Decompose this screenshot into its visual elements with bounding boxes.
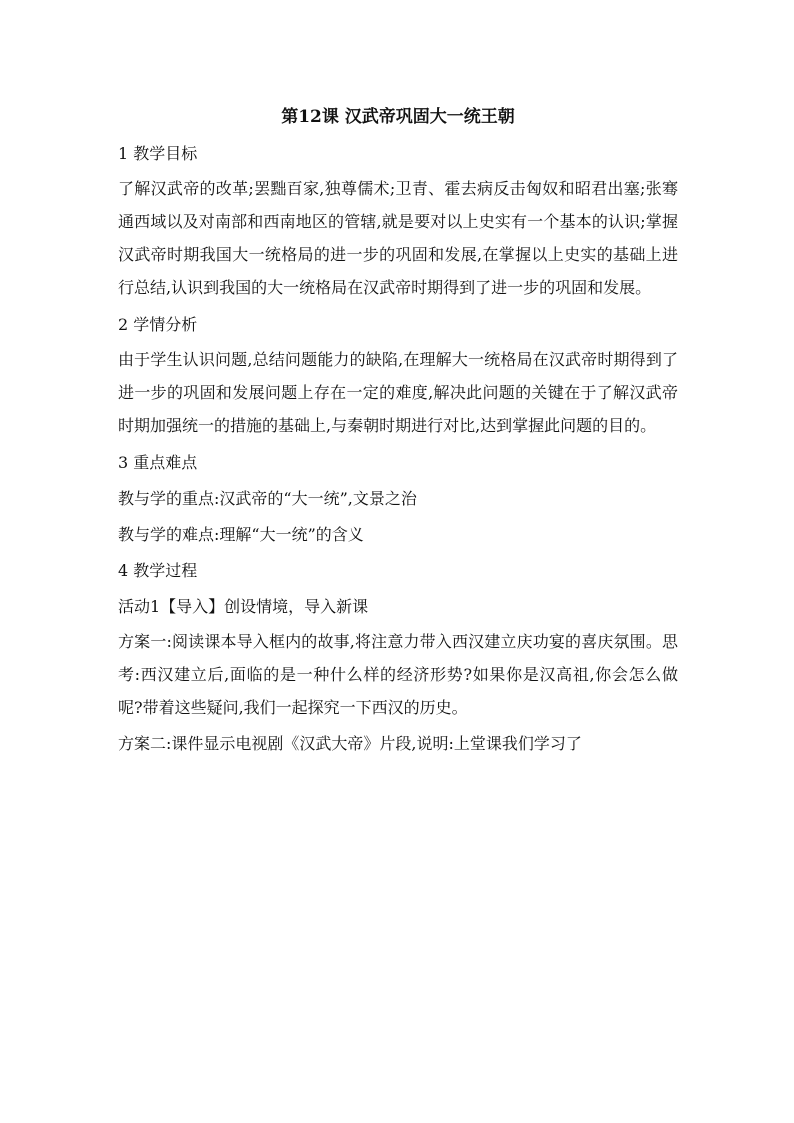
document-page xyxy=(118,102,678,763)
section-heading: 1 教学目标 xyxy=(118,144,198,163)
section-learner-analysis xyxy=(118,307,678,442)
key-point-line: 教与学的重点:汉武帝的“大一统”,文景之治 xyxy=(118,489,417,508)
document-title: 第12课 汉武帝巩固大一统王朝 xyxy=(281,107,515,127)
paragraph: 方案一:阅读课本导入框内的故事,将注意力带入西汉建立庆功宴的喜庆氛围。思考:西汉建立后,面临的是一种什么样的经济形势?如果你是汉高祖,你会怎么做呢?带着这些疑问,我们一起探究一下西汉的历史。 xyxy=(118,632,678,717)
difficult-point-line: 教与学的难点:理解“大一统”的含义 xyxy=(118,525,364,544)
paragraph: 了解汉武帝的改革;罢黜百家,独尊儒术;卫青、霍去病反击匈奴和昭君出塞;张骞通西域以及对南部和西南地区的管辖,就是要对以上史实有一个基本的认识;掌握汉武帝时期我国大一统格局的进一步的巩固和发展,在掌握以上史实的基础上进行总结,认识到我国的大一统格局在汉武帝时期得到了进一步的巩固和发展。 xyxy=(118,179,678,297)
paragraph: 由于学生认识问题,总结问题能力的缺陷,在理解大一统格局在汉武帝时期得到了进一步的巩固和发展问题上存在一定的难度,解决此问题的关键在于了解汉武帝时期加强统一的措施的基础上,与秦朝时期进行对比,达到掌握此问题的目的。 xyxy=(118,350,678,435)
section-teaching-goals xyxy=(118,136,678,304)
activity-line: 活动1【导入】创设情境，导入新课 xyxy=(118,597,369,616)
section-heading: 2 学情分析 xyxy=(118,315,198,334)
section-heading: 3 重点难点 xyxy=(118,453,198,472)
paragraph: 方案二:课件显示电视剧《汉武大帝》片段,说明:上堂课我们学习了 xyxy=(118,734,582,753)
section-teaching-process xyxy=(118,553,678,760)
section-key-points xyxy=(118,445,678,553)
section-heading: 4 教学过程 xyxy=(118,561,198,580)
